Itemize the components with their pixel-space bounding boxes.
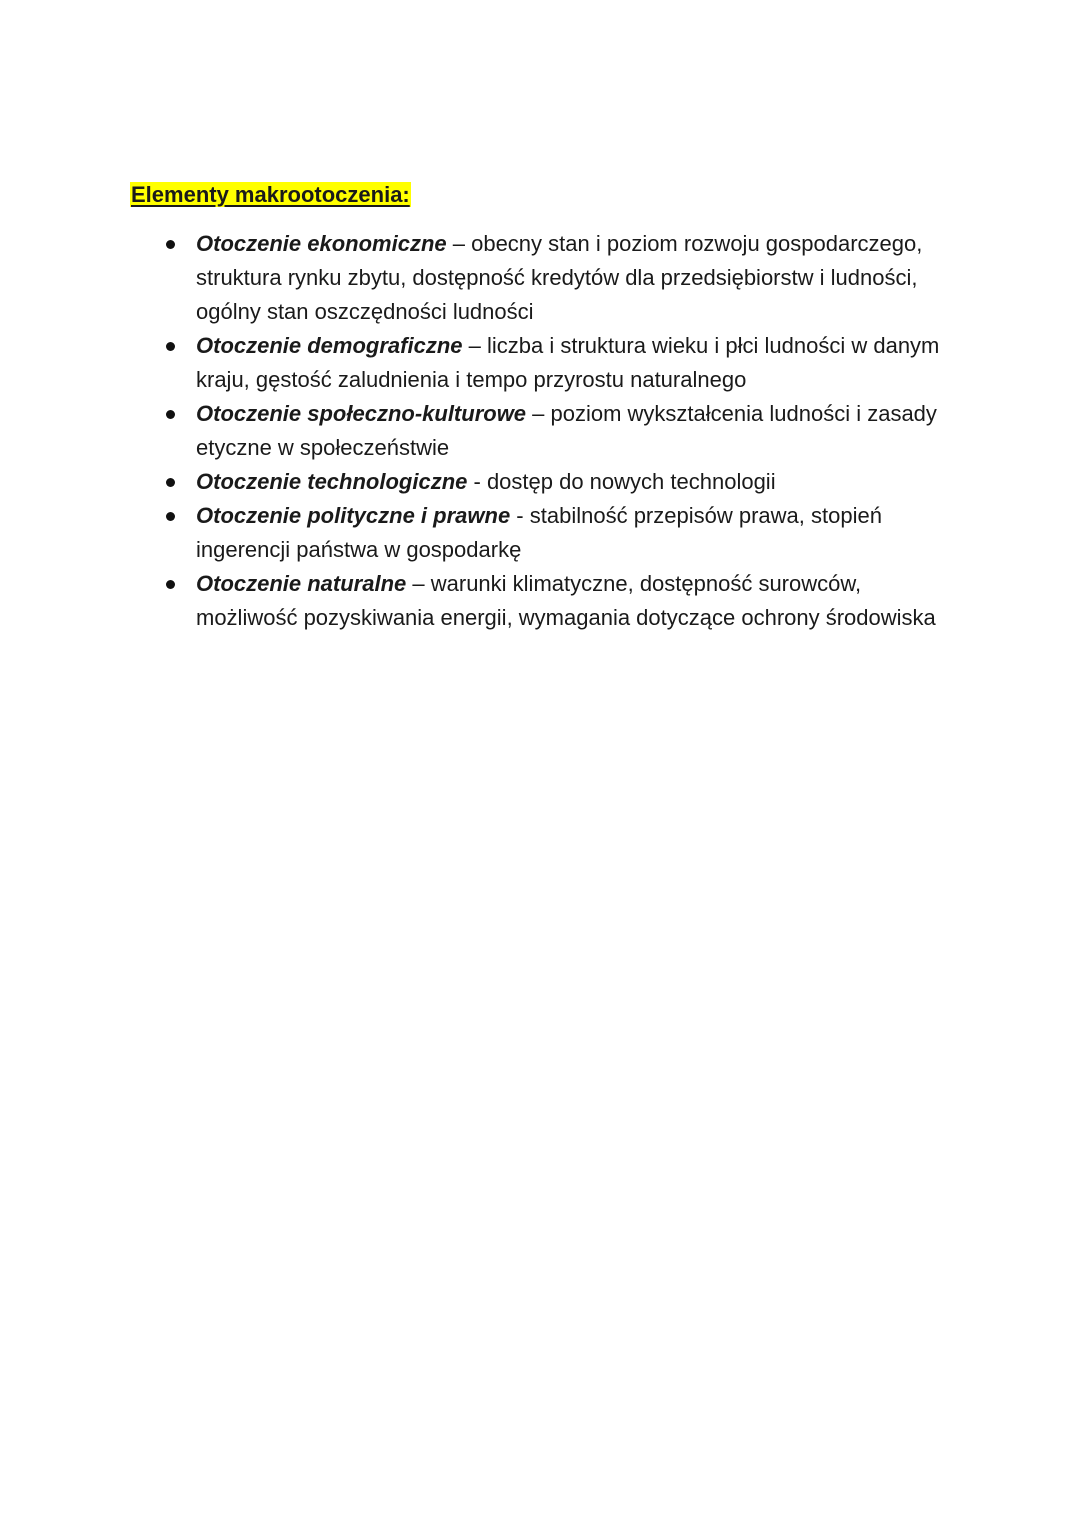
item-description: obecny stan i poziom rozwoju gospodarczego, struktura rynku zbytu, dostępność kredytów dla przedsiębiorstw i ludności, ogólny stan oszczędności ludności: [196, 231, 923, 324]
bullet-icon: [166, 342, 175, 351]
list-item: [166, 499, 966, 567]
item-separator: -: [467, 469, 487, 494]
bullet-icon: [166, 478, 175, 487]
list-item: [166, 397, 966, 465]
bullet-icon: [166, 240, 175, 249]
bullet-icon: [166, 512, 175, 521]
item-description: dostęp do nowych technologii: [486, 469, 776, 494]
item-term: Otoczenie naturalne: [196, 571, 407, 596]
item-separator: -: [510, 503, 530, 528]
item-separator: –: [526, 401, 551, 426]
bullet-icon: [166, 410, 175, 419]
item-term: Otoczenie społeczno-kulturowe: [196, 401, 527, 426]
bullet-icon: [166, 580, 175, 589]
list-item: [166, 329, 966, 397]
item-description: poziom wykształcenia ludności i zasady etyczne w społeczeństwie: [196, 401, 937, 460]
item-term: Otoczenie polityczne i prawne: [196, 503, 511, 528]
item-separator: –: [406, 571, 431, 596]
list-item: [166, 567, 966, 635]
item-separator: –: [462, 333, 487, 358]
item-description: liczba i struktura wieku i płci ludności w danym kraju, gęstość zaludnienia i tempo przyrostu naturalnego: [196, 333, 940, 392]
section-heading-text: Elementy makrootoczenia:: [131, 182, 410, 207]
item-term: Otoczenie technologiczne: [196, 469, 468, 494]
item-separator: –: [446, 231, 472, 256]
list-item: [166, 227, 966, 329]
item-term: Otoczenie ekonomiczne: [196, 231, 447, 256]
macro-environment-list: [166, 227, 966, 635]
list-item: [166, 465, 966, 499]
section-heading: [130, 178, 411, 212]
item-description: warunki klimatyczne, dostępność surowców, możliwość pozyskiwania energii, wymagania dotyczące ochrony środowiska: [196, 571, 936, 630]
item-description: stabilność przepisów prawa, stopień ingerencji państwa w gospodarkę: [196, 503, 882, 562]
item-term: Otoczenie demograficzne: [196, 333, 463, 358]
